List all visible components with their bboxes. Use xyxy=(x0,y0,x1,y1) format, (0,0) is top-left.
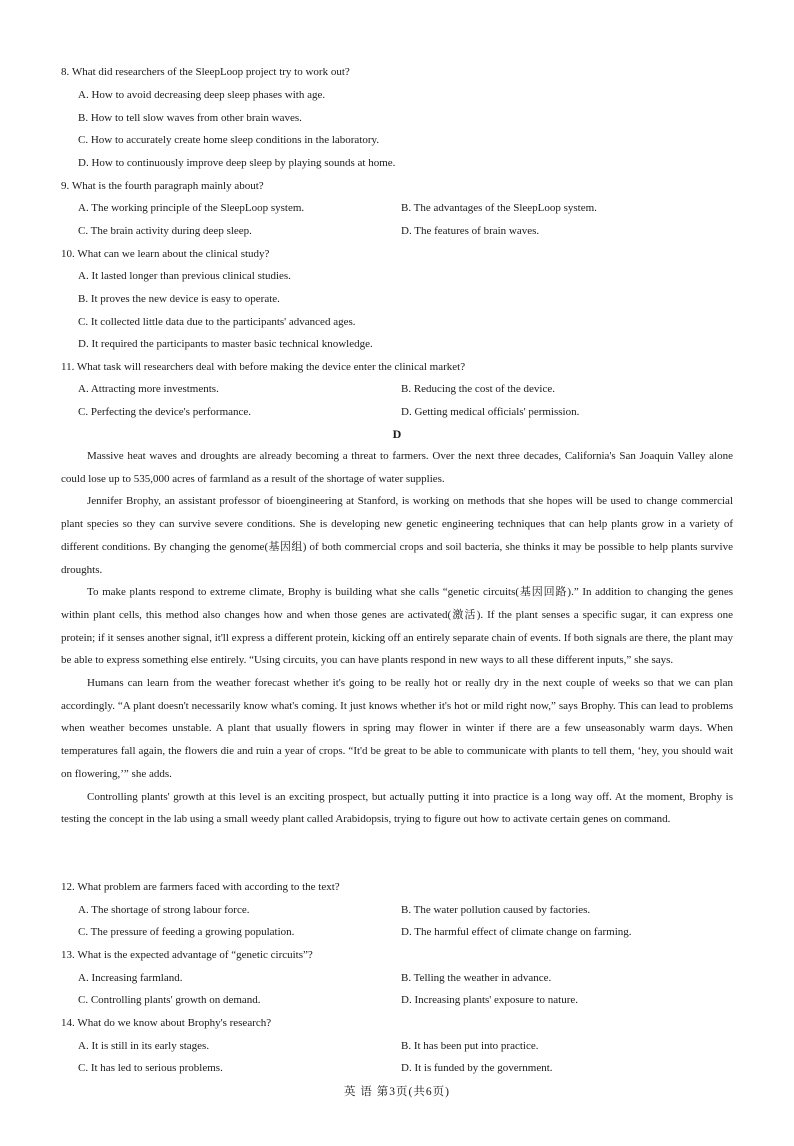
passage-paragraph-3: To make plants respond to extreme climate, Brophy is building what she calls “genetic circuits(基因回路).” In addition to changing the genes within plant cells, this method also changes how and when those genes are activated(激活). If the plant senses a specific sugar, it can express one protein; if it senses another signal, it'll express a different protein, kicking off an entirely separate chain of events. If both signals are there, the plant may be able to express something else entirely. “Using circuits, you can have plants respond in new ways to all these different inputs,” she says. xyxy=(61,586,733,667)
question-13-option-b: B. Telling the weather in advance. xyxy=(401,972,552,984)
question-10-option-d: D. It required the participants to master basic technical knowledge. xyxy=(78,338,373,350)
question-11-stem: 11. What task will researchers deal with before making the device enter the clinical market? xyxy=(61,361,466,373)
section-title: D xyxy=(392,427,402,441)
passage-paragraph-4: Humans can learn from the weather forecast whether it's going to be really hot or really dry in the next couple of weeks so that we can plan accordingly. “A plant doesn't necessarily know what's coming. It just knows whether it's hot or mild right now,” says Brophy. This can lead to problems when weather becomes unstable. A plant that usually flowers in spring may flower in winter if there are a few unseasonably warm days. When temperatures fall again, the flowers die and ruin a year of crops. “It'd be great to be able to communicate with plants to tell them, ‘hey, you should wait on flowering,’” she adds. xyxy=(61,677,733,780)
question-13-option-d: D. Increasing plants' exposure to nature. xyxy=(401,994,579,1006)
passage-paragraph-5: Controlling plants' growth at this level is an exciting prospect, but actually putting it into practice is a long way off. At the moment, Brophy is testing the concept in the lab using a small weedy plant called Arabidopsis, trying to figure out how to activate certain genes on command. xyxy=(61,790,733,826)
question-14-option-d: D. It is funded by the government. xyxy=(401,1062,553,1074)
question-13-option-c: C. Controlling plants' growth on demand. xyxy=(78,994,261,1006)
question-12-option-a: A. The shortage of strong labour force. xyxy=(78,904,250,916)
question-9-option-c: C. The brain activity during deep sleep. xyxy=(78,225,252,237)
question-10-option-a: A. It lasted longer than previous clinical studies. xyxy=(78,270,291,282)
question-8-option-c: C. How to accurately create home sleep conditions in the laboratory. xyxy=(78,134,380,146)
question-13-stem: 13. What is the expected advantage of “genetic circuits”? xyxy=(61,949,313,961)
question-9-option-a: A. The working principle of the SleepLoop system. xyxy=(78,202,305,214)
passage xyxy=(61,445,733,831)
passage-paragraph-1: Massive heat waves and droughts are already becoming a threat to farmers. Over the next three decades, California's San Joaquin Valley alone could lose up to 535,000 acres of farmland as a result of the shortage of water supplies. xyxy=(61,450,733,485)
question-10-option-c: C. It collected little data due to the participants' advanced ages. xyxy=(78,316,356,328)
question-9-option-d: D. The features of brain waves. xyxy=(401,225,540,237)
question-12-option-d: D. The harmful effect of climate change on farming. xyxy=(401,926,632,938)
question-14-stem: 14. What do we know about Brophy's research? xyxy=(61,1017,272,1029)
question-12-option-b: B. The water pollution caused by factories. xyxy=(401,904,591,916)
question-12-stem: 12. What problem are farmers faced with according to the text? xyxy=(61,881,340,893)
page-footer: 英 语 第3页(共6页) xyxy=(344,1086,450,1098)
question-11-option-b: B. Reducing the cost of the device. xyxy=(401,383,555,395)
question-13-option-a: A. Increasing farmland. xyxy=(78,972,183,984)
question-8-option-a: A. How to avoid decreasing deep sleep phases with age. xyxy=(78,89,326,101)
question-8-option-b: B. How to tell slow waves from other brain waves. xyxy=(78,112,302,124)
question-10-stem: 10. What can we learn about the clinical study? xyxy=(61,248,270,260)
question-8-stem: 8. What did researchers of the SleepLoop project try to work out? xyxy=(61,66,350,78)
question-14-option-a: A. It is still in its early stages. xyxy=(78,1040,210,1052)
question-11-option-a: A. Attracting more investments. xyxy=(78,383,219,395)
question-9-option-b: B. The advantages of the SleepLoop system. xyxy=(401,202,597,214)
question-9-stem: 9. What is the fourth paragraph mainly about? xyxy=(61,180,264,192)
passage-paragraph-2: Jennifer Brophy, an assistant professor of bioengineering at Stanford, is working on methods that she hopes will be used to change commercial plant species so they can survive severe conditions. She is developing new genetic engineering techniques that can help plants grow in a variety of different conditions. By changing the genome(基因组) of both commercial crops and soil bacteria, she thinks it may be possible to help plants survive droughts. xyxy=(61,495,733,576)
question-14-option-b: B. It has been put into practice. xyxy=(401,1040,539,1052)
question-10-option-b: B. It proves the new device is easy to operate. xyxy=(78,293,280,305)
question-11-option-d: D. Getting medical officials' permission. xyxy=(401,406,580,418)
question-12-option-c: C. The pressure of feeding a growing population. xyxy=(78,926,295,938)
question-11-option-c: C. Perfecting the device's performance. xyxy=(78,406,252,418)
question-8-option-d: D. How to continuously improve deep sleep by playing sounds at home. xyxy=(78,157,396,169)
question-14-option-c: C. It has led to serious problems. xyxy=(78,1062,223,1074)
